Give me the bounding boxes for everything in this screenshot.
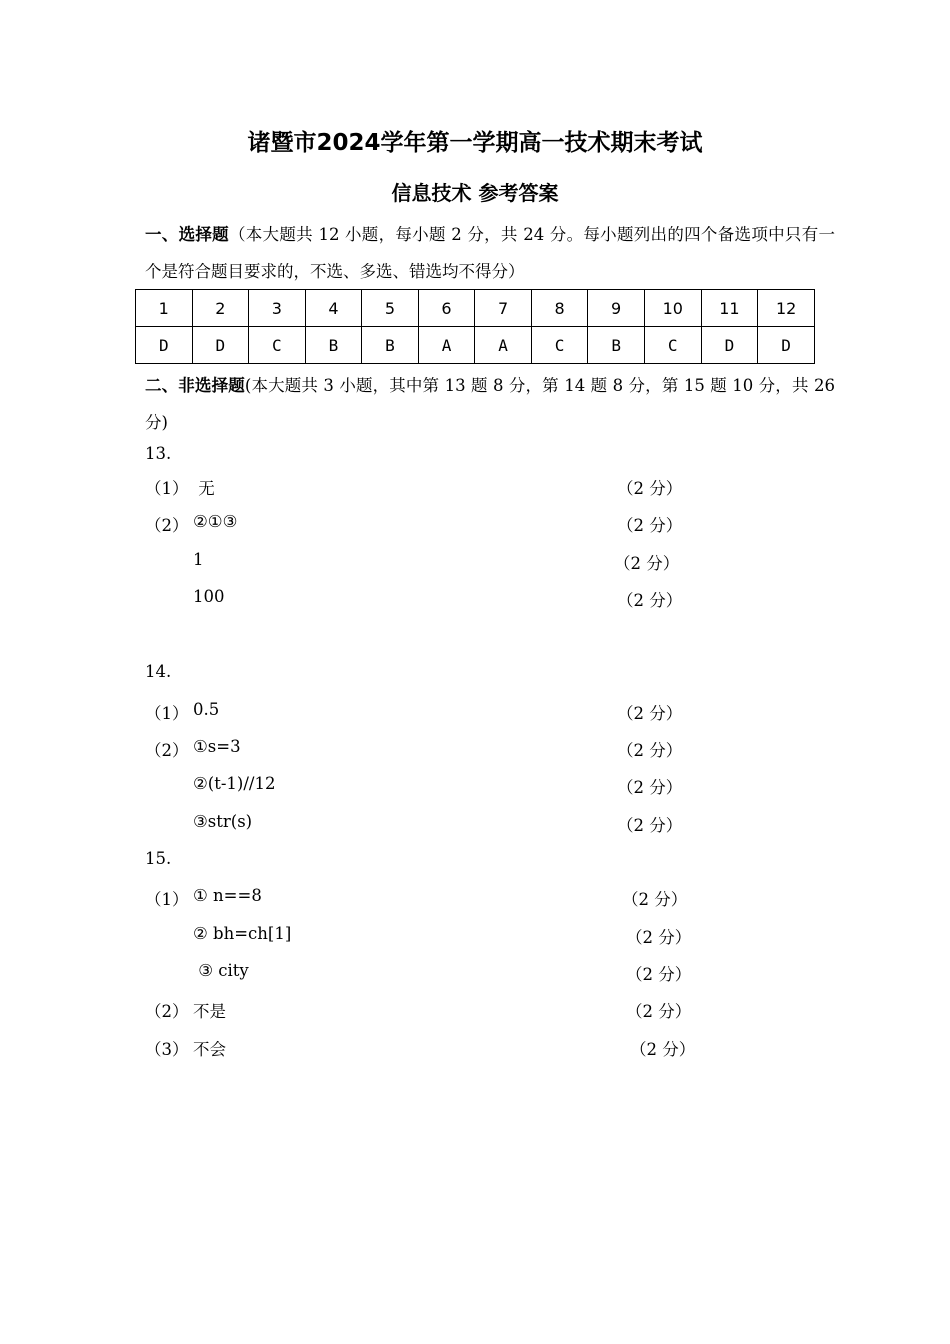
q14-line1-score: （2 分） bbox=[617, 704, 683, 723]
page-title: 诸暨市2024学年第一学期高一技术期末考试 bbox=[247, 130, 703, 156]
q15-line2-score: （2 分） bbox=[626, 928, 692, 947]
q15-line1-score: （2 分） bbox=[622, 890, 688, 909]
q13-line4-answer: 100 bbox=[193, 587, 225, 606]
question-number-cell: 6 bbox=[418, 290, 475, 327]
answer-key-cell: B bbox=[588, 327, 645, 364]
answer-key-cell: C bbox=[249, 327, 306, 364]
q14-line2-answer: ①s=3 bbox=[193, 737, 241, 756]
q13-line3-answer: 1 bbox=[193, 550, 204, 569]
question-number-cell: 2 bbox=[192, 290, 249, 327]
section1-intro bbox=[145, 216, 835, 290]
section1-heading: 一、选择题 bbox=[145, 225, 229, 244]
q14-line4-score: （2 分） bbox=[617, 816, 683, 835]
answer-table bbox=[135, 289, 815, 364]
q13-line1-label: （1） bbox=[145, 479, 189, 498]
q13-line2-label: （2） bbox=[145, 516, 189, 535]
question-number-cell: 9 bbox=[588, 290, 645, 327]
q14-line1-label: （1） bbox=[145, 704, 189, 723]
section2-heading: 二、非选择题 bbox=[145, 376, 245, 395]
q15-line5-answer: 不会 bbox=[193, 1040, 226, 1059]
answer-key-cell: D bbox=[136, 327, 193, 364]
q15-line3-score: （2 分） bbox=[626, 965, 692, 984]
question-number-cell: 10 bbox=[644, 290, 701, 327]
question-number-cell: 8 bbox=[531, 290, 588, 327]
q14-number: 14. bbox=[145, 662, 172, 681]
answer-key-cell: A bbox=[418, 327, 475, 364]
section2-intro bbox=[145, 367, 835, 441]
section1-note: （本大题共 12 小题，每小题 2 分，共 24 分。每小题列出的四个备选项中只有一个是符合题目要求的，不选、多选、错选均不得分） bbox=[145, 225, 835, 281]
answer-key-cell: C bbox=[644, 327, 701, 364]
answer-table-numbers-row bbox=[136, 290, 815, 327]
q13-line2-score: （2 分） bbox=[617, 516, 683, 535]
page-subtitle: 信息技术 参考答案 bbox=[391, 181, 559, 205]
answer-key-cell: B bbox=[362, 327, 419, 364]
q15-number: 15. bbox=[145, 849, 172, 868]
q14-line3-answer: ②(t-1)//12 bbox=[193, 774, 276, 793]
answer-key-cell: D bbox=[758, 327, 815, 364]
q13-line1-score: （2 分） bbox=[617, 479, 683, 498]
q14-line4-answer: ③str(s) bbox=[193, 812, 253, 831]
q13-line4-score: （2 分） bbox=[617, 591, 683, 610]
q14-line1-answer: 0.5 bbox=[193, 700, 220, 719]
q13-number: 13. bbox=[145, 444, 172, 463]
q15-line1-answer: ① n==8 bbox=[193, 886, 262, 905]
q14-line2-score: （2 分） bbox=[617, 741, 683, 760]
question-number-cell: 11 bbox=[701, 290, 758, 327]
answer-key-cell: A bbox=[475, 327, 532, 364]
question-number-cell: 7 bbox=[475, 290, 532, 327]
q15-line5-label: （3） bbox=[145, 1040, 189, 1059]
answer-key-cell: C bbox=[531, 327, 588, 364]
answer-key-cell: D bbox=[192, 327, 249, 364]
q15-line3-answer: ③ city bbox=[193, 961, 249, 980]
question-number-cell: 4 bbox=[305, 290, 362, 327]
question-number-cell: 3 bbox=[249, 290, 306, 327]
q14-line2-label: （2） bbox=[145, 741, 189, 760]
section2-note: (本大题共 3 小题，其中第 13 题 8 分，第 14 题 8 分，第 15 题 10 分，共 26 分) bbox=[145, 376, 835, 432]
q13-line2-answer: ②①③ bbox=[193, 512, 238, 531]
q13-line3-score: （2 分） bbox=[614, 554, 680, 573]
q15-line2-answer: ② bh=ch[1] bbox=[193, 924, 292, 943]
q15-line5-score: （2 分） bbox=[630, 1040, 696, 1059]
question-number-cell: 1 bbox=[136, 290, 193, 327]
answer-key-cell: B bbox=[305, 327, 362, 364]
q13-line1-answer: 无 bbox=[193, 479, 215, 498]
q15-line4-answer: 不是 bbox=[193, 1002, 226, 1021]
q15-line4-score: （2 分） bbox=[626, 1002, 692, 1021]
q14-line3-score: （2 分） bbox=[617, 778, 683, 797]
answer-table-keys-row bbox=[136, 327, 815, 364]
q15-line1-label: （1） bbox=[145, 890, 189, 909]
question-number-cell: 5 bbox=[362, 290, 419, 327]
question-number-cell: 12 bbox=[758, 290, 815, 327]
q15-line4-label: （2） bbox=[145, 1002, 189, 1021]
answer-key-cell: D bbox=[701, 327, 758, 364]
